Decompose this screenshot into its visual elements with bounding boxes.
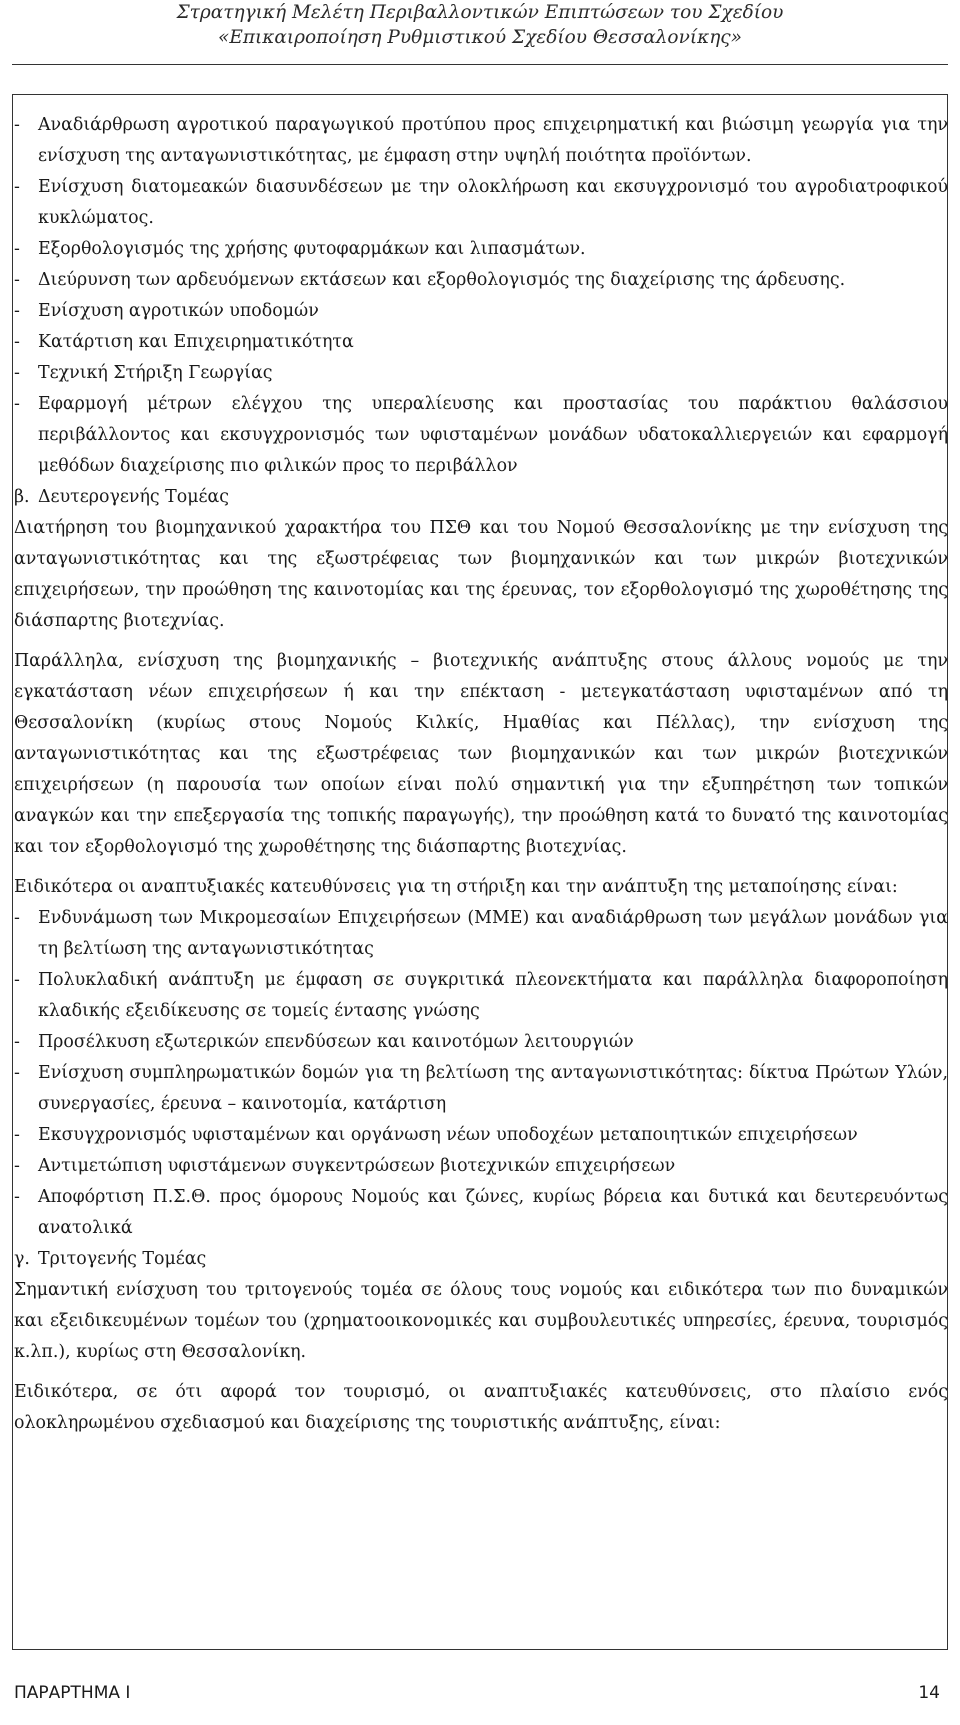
dash-marker: - — [14, 332, 20, 352]
list-item — [14, 1182, 948, 1244]
list-item-text: Ενίσχυση συμπληρωματικών δομών για τη βελτίωση της ανταγωνιστικότητας: δίκτυα Πρώτων Υλών, συνεργασίες, έρευνα – καινοτομία, κατάρτιση — [38, 1063, 948, 1114]
page-footer — [14, 1683, 940, 1703]
dash-marker: - — [14, 908, 20, 928]
footer-label: ΠΑΡΑΡΤΗΜΑ Ι — [14, 1683, 131, 1703]
list-item-text: Εκσυγχρονισμός υφισταμένων και οργάνωση νέων υποδοχέων μεταποιητικών επιχειρήσεων — [38, 1125, 858, 1145]
list-item — [14, 903, 948, 965]
dash-marker: - — [14, 1063, 20, 1083]
running-header — [0, 0, 960, 50]
dash-marker: - — [14, 301, 20, 321]
list-item — [14, 110, 948, 172]
section-title: Δευτερογενής Τομέας — [38, 487, 229, 507]
dash-marker: - — [14, 1032, 20, 1052]
list-item — [14, 1151, 948, 1182]
list-item — [14, 1120, 948, 1151]
section-heading-secondary — [14, 482, 960, 513]
header-line-1: Στρατηγική Μελέτη Περιβαλλοντικών Επιπτώσεων του Σχεδίου — [176, 2, 784, 23]
header-line-2: «Επικαιροποίηση Ρυθμιστικού Σχεδίου Θεσσαλονίκης» — [218, 27, 742, 48]
list-item-text: Αναδιάρθρωση αγροτικού παραγωγικού προτύπου προς επιχειρηματική και βιώσιμη γεωργία για την ενίσχυση της ανταγωνιστικότητας, με έμφαση στην υψηλή ποιότητα προϊόντων. — [38, 115, 948, 166]
list-item — [14, 172, 948, 234]
dash-marker: - — [14, 115, 20, 135]
dash-marker: - — [14, 177, 20, 197]
paragraph: Σημαντική ενίσχυση του τριτογενούς τομέα σε όλους τους νομούς και ειδικότερα των πιο δυναμικών και εξειδικευμένων τομέων του (χρηματοοικονομικές και συμβουλευτικές υπηρεσίες, έρευνα, τουρισμός κ.λπ.), κυρίως στη Θεσσαλονίκη. — [14, 1280, 948, 1362]
list-item-text: Ενδυνάμωση των Μικρομεσαίων Επιχειρήσεων (ΜΜΕ) και αναδιάρθρωση των μεγάλων μονάδων για τη βελτίωση της ανταγωνιστικότητας — [38, 908, 948, 959]
section-title: Τριτογενής Τομέας — [38, 1249, 207, 1269]
dash-marker: - — [14, 970, 20, 990]
dash-marker: - — [14, 394, 20, 414]
list-item-text: Διεύρυνση των αρδευόμενων εκτάσεων και εξορθολογισμός της διαχείρισης της άρδευσης. — [38, 270, 846, 290]
list-item-text: Προσέλκυση εξωτερικών επενδύσεων και καινοτόμων λειτουργιών — [38, 1032, 634, 1052]
list-item-text: Αντιμετώπιση υφιστάμενων συγκεντρώσεων βιοτεχνικών επιχειρήσεων — [38, 1156, 676, 1176]
list-item-text: Εξορθολογισμός της χρήσης φυτοφαρμάκων και λιπασμάτων. — [38, 239, 586, 259]
list-item — [14, 389, 948, 482]
section-heading-tertiary — [14, 1244, 960, 1275]
section-marker: β. — [14, 487, 30, 507]
list-item-text: Κατάρτιση και Επιχειρηματικότητα — [38, 332, 354, 352]
list-item — [14, 327, 948, 358]
list-item — [14, 965, 948, 1027]
list-item — [14, 296, 948, 327]
dash-marker: - — [14, 239, 20, 259]
agri-list — [0, 110, 960, 482]
list-item-text: Ενίσχυση διατομεακών διασυνδέσεων με την ολοκλήρωση και εκσυγχρονισμό του αγροδιατροφικού κυκλώματος. — [38, 177, 948, 228]
list-item-text: Ενίσχυση αγροτικών υποδομών — [38, 301, 319, 321]
page-body — [0, 110, 960, 1439]
list-item-text: Εφαρμογή μέτρων ελέγχου της υπεραλίευσης και προστασίας του παράκτιου θαλάσσιου περιβάλλοντος και εκσυγχρονισμός των υφισταμένων μονάδων υδατοκαλλιεργειών και εφαρμογή μεθόδων διαχείρισης πιο φιλικών προς το περιβάλλον — [38, 394, 948, 476]
dash-marker: - — [14, 270, 20, 290]
dash-marker: - — [14, 363, 20, 383]
list-item — [14, 234, 948, 265]
list-item — [14, 1058, 948, 1120]
list-item-text: Αποφόρτιση Π.Σ.Θ. προς όμορους Νομούς και ζώνες, κυρίως βόρεια και δυτικά και δευτερευόντως ανατολικά — [38, 1187, 948, 1238]
list-item-text: Τεχνική Στήριξη Γεωργίας — [38, 363, 273, 383]
list-item-text: Πολυκλαδική ανάπτυξη με έμφαση σε συγκριτικά πλεονεκτήματα και παράλληλα διαφοροποίηση κλαδικής εξειδίκευσης σε τομείς έντασης γνώσης — [38, 970, 948, 1021]
paragraph: Διατήρηση του βιομηχανικού χαρακτήρα του ΠΣΘ και του Νομού Θεσσαλονίκης με την ενίσχυση της ανταγωνιστικότητας και της εξωστρέφειας των βιομηχανικών και των μικρών βιοτεχνικών επιχειρήσεων, την προώθηση της καινοτομίας και της έρευνας, τον εξορθολογισμό της χωροθέτησης της διάσπαρτης βιοτεχνίας. — [14, 518, 948, 631]
header-rule — [12, 64, 948, 65]
paragraph: Ειδικότερα, σε ότι αφορά τον τουρισμό, οι αναπτυξιακές κατευθύνσεις, στο πλαίσιο ενός ολοκληρωμένου σχεδιασμού και διαχείρισης της τουριστικής ανάπτυξης, είναι: — [14, 1382, 948, 1433]
paragraph: Παράλληλα, ενίσχυση της βιομηχανικής – βιοτεχνικής ανάπτυξης στους άλλους νομούς με την εγκατάσταση νέων επιχειρήσεων ή και την επέκταση - μετεγκατάσταση υφισταμένων από τη Θεσσαλονίκη (κυρίως στους Νομούς Κιλκίς, Ημαθίας και Πέλλας), την ενίσχυση της ανταγωνιστικότητας και της εξωστρέφειας των βιομηχανικών και των μικρών βιοτεχνικών επιχειρήσεων (η παρουσία των οποίων είναι πολύ σημαντική για την εξυπηρέτηση των τοπικών αναγκών και την επεξεργασία της τοπικής παραγωγής), την προώθηση κατά το δυνατό της καινοτομίας και τον εξορθολογισμό της χωροθέτησης της διάσπαρτης βιοτεχνίας. — [14, 651, 948, 857]
dash-marker: - — [14, 1125, 20, 1145]
list-item — [14, 358, 948, 389]
dash-marker: - — [14, 1187, 20, 1207]
page-number: 14 — [918, 1683, 940, 1703]
paragraph: Ειδικότερα οι αναπτυξιακές κατευθύνσεις για τη στήριξη και την ανάπτυξη της μεταποίησης είναι: — [14, 877, 898, 897]
list-item — [14, 1027, 948, 1058]
section-marker: γ. — [14, 1249, 30, 1269]
list-item — [14, 265, 948, 296]
secondary-list — [0, 903, 960, 1244]
dash-marker: - — [14, 1156, 20, 1176]
